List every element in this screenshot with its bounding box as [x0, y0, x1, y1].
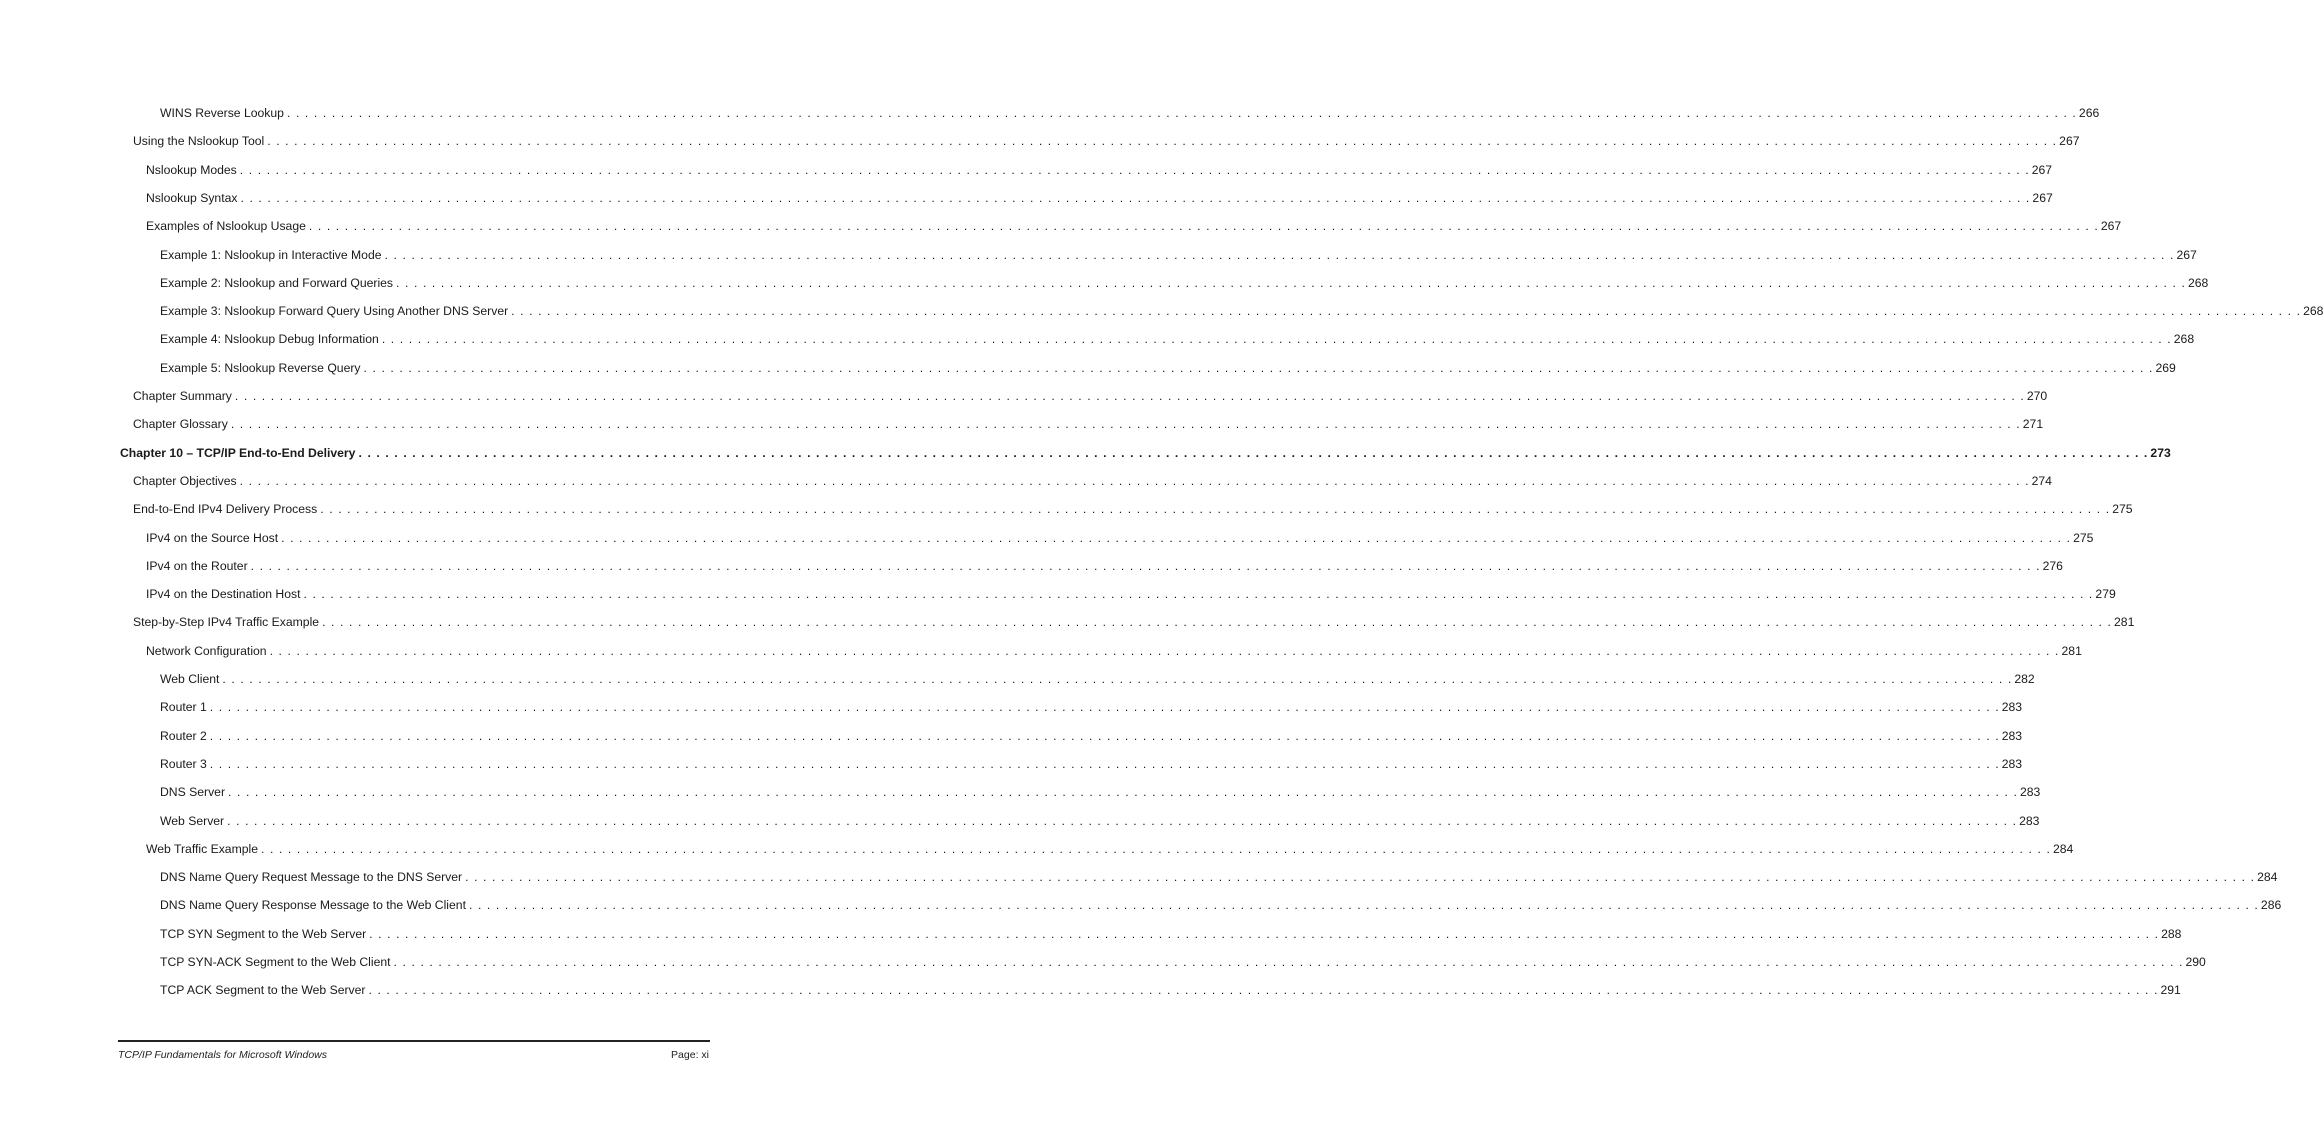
toc-entry[interactable]	[146, 641, 2082, 661]
toc-entry-title: Examples of Nslookup Usage	[146, 219, 306, 234]
toc-dot-leader: . . . . . . . . . . . . . . . . . . . . . . . . . . . . . . . . . . . . . . . . . . . . . . . . . . . . . . . . . . . . . . . . . . . . . . . . . . . . . . . . . . . . . . . . . . . . . . . . . . . . . . . . . . . . . . . . . . . . . . . . . . . . . . . . . . . . . . . . . . . . . . . . . . . . . . . . . . . . . . . . . . . . . . . . . . . . . . . . . . . . . . . . . . . . . . . . . . . . . . . .	[381, 332, 2172, 347]
toc-entry-title: TCP SYN-ACK Segment to the Web Client	[160, 955, 391, 969]
toc-entry-title: Nslookup Syntax	[146, 190, 238, 205]
toc-entry[interactable]	[160, 980, 2181, 1000]
toc-dot-leader: . . . . . . . . . . . . . . . . . . . . . . . . . . . . . . . . . . . . . . . . . . . . . . . . . . . . . . . . . . . . . . . . . . . . . . . . . . . . . . . . . . . . . . . . . . . . . . . . . . . . . . . . . . . . . . . . . . . . . . . . . . . . . . . . . . . . . . . . . . . . . . . . . . . . . . . . . . . . . . . . . . . . . . . . . . . . . . . . . . . . . . . . . . . . . . . . . . . . . . . .	[511, 304, 2302, 319]
toc-entry-page: 283	[2019, 785, 2041, 800]
toc-entry[interactable]	[160, 754, 2023, 774]
footer-book-title: TCP/IP Fundamentals for Microsoft Windows	[118, 1049, 328, 1061]
toc-entry[interactable]	[146, 216, 2122, 236]
toc-entry-title: DNS Name Query Request Message to the DNS Server	[160, 870, 463, 885]
toc-entry-title: DNS Name Query Response Message to the Web Client	[160, 898, 466, 913]
toc-entry-title: DNS Server	[160, 785, 226, 800]
toc-entry-page: 267	[2032, 190, 2053, 205]
toc-dot-leader: . . . . . . . . . . . . . . . . . . . . . . . . . . . . . . . . . . . . . . . . . . . . . . . . . . . . . . . . . . . . . . . . . . . . . . . . . . . . . . . . . . . . . . . . . . . . . . . . . . . . . . . . . . . . . . . . . . . . . . . . . . . . . . . . . . . . . . . . . . . . . . . . . . . . . . . . . . . . . . . . . . . . . . . . . . . . . . . . . . . . . . . . . . . . . . . . . . . . . . . .	[209, 728, 2000, 743]
toc-entry-title: IPv4 on the Source Host	[146, 530, 279, 545]
toc-entry-page: 283	[2019, 813, 2040, 828]
toc-dot-leader: . . . . . . . . . . . . . . . . . . . . . . . . . . . . . . . . . . . . . . . . . . . . . . . . . . . . . . . . . . . . . . . . . . . . . . . . . . . . . . . . . . . . . . . . . . . . . . . . . . . . . . . . . . . . . . . . . . . . . . . . . . . . . . . . . . . . . . . . . . . . . . . . . . . . . . . . . . . . . . . . . . . . . . . . . . . . . . . . . . . . . . . . . . . . . . . . . . . . . . . .	[250, 558, 2041, 573]
toc-entry-title: Chapter Objectives	[133, 473, 237, 488]
toc-dot-leader: . . . . . . . . . . . . . . . . . . . . . . . . . . . . . . . . . . . . . . . . . . . . . . . . . . . . . . . . . . . . . . . . . . . . . . . . . . . . . . . . . . . . . . . . . . . . . . . . . . . . . . . . . . . . . . . . . . . . . . . . . . . . . . . . . . . . . . . . . . . . . . . . . . . . . . . . . . . . . . . . . . . . . . . . . . . . . . . . . . . . . . . . . . . . . . . . . . . . . . . .	[369, 926, 2160, 941]
toc-entry-title: Example 1: Nslookup in Interactive Mode	[160, 247, 382, 262]
toc-entry-title: Router 3	[160, 756, 207, 771]
toc-entry[interactable]	[160, 245, 2197, 265]
toc-dot-leader: . . . . . . . . . . . . . . . . . . . . . . . . . . . . . . . . . . . . . . . . . . . . . . . . . . . . . . . . . . . . . . . . . . . . . . . . . . . . . . . . . . . . . . . . . . . . . . . . . . . . . . . . . . . . . . . . . . . . . . . . . . . . . . . . . . . . . . . . . . . . . . . . . . . . . . . . . . . . . . . . . . . . . . . . . . . . . . . . . . . . . . . . . . . . . . . . . . . . . . . .	[468, 898, 2259, 913]
toc-entry[interactable]	[146, 556, 2063, 576]
toc-entry[interactable]	[160, 697, 2023, 717]
toc-dot-leader: . . . . . . . . . . . . . . . . . . . . . . . . . . . . . . . . . . . . . . . . . . . . . . . . . . . . . . . . . . . . . . . . . . . . . . . . . . . . . . . . . . . . . . . . . . . . . . . . . . . . . . . . . . . . . . . . . . . . . . . . . . . . . . . . . . . . . . . . . . . . . . . . . . . . . . . . . . . . . . . . . . . . . . . . . . . . . . . . . . . . . . . . . . . . . . . . . . . . . . . .	[322, 615, 2113, 630]
toc-entry-page: 291	[2160, 983, 2181, 998]
toc-dot-leader: . . . . . . . . . . . . . . . . . . . . . . . . . . . . . . . . . . . . . . . . . . . . . . . . . . . . . . . . . . . . . . . . . . . . . . . . . . . . . . . . . . . . . . . . . . . . . . . . . . . . . . . . . . . . . . . . . . . . . . . . . . . . . . . . . . . . . . . . . . . . . . . . . . . . . . . . . . . . . . . . . . . . . . . . . . . . . . . . . . . . . . . . . . . . . . . . . . . . . . . .	[286, 106, 2077, 120]
toc-entry-page: 268	[2303, 304, 2323, 319]
toc-entry[interactable]	[160, 669, 2035, 689]
toc-entry-title: Chapter Summary	[133, 389, 232, 403]
toc-entry-page: 268	[2187, 275, 2209, 290]
toc-entry-title: IPv4 on the Router	[146, 558, 248, 573]
toc-dot-leader: . . . . . . . . . . . . . . . . . . . . . . . . . . . . . . . . . . . . . . . . . . . . . . . . . . . . . . . . . . . . . . . . . . . . . . . . . . . . . . . . . . . . . . . . . . . . . . . . . . . . . . . . . . . . . . . . . . . . . . . . . . . . . . . . . . . . . . . . . . . . . . . . . . . . . . . . . . . . . . . . . . . . . . . . . . . . . . . . . . . . . . . . . . . . . . . . . . . . . . . .	[303, 587, 2094, 602]
toc-entry[interactable]	[133, 471, 2052, 491]
footer-divider	[118, 1040, 710, 1042]
toc-dot-leader: . . . . . . . . . . . . . . . . . . . . . . . . . . . . . . . . . . . . . . . . . . . . . . . . . . . . . . . . . . . . . . . . . . . . . . . . . . . . . . . . . . . . . . . . . . . . . . . . . . . . . . . . . . . . . . . . . . . . . . . . . . . . . . . . . . . . . . . . . . . . . . . . . . . . . . . . . . . . . . . . . . . . . . . . . . . . . . . . . . . . . . . . . . . . . . . . . . . . . . . .	[393, 955, 2184, 969]
toc-dot-leader: . . . . . . . . . . . . . . . . . . . . . . . . . . . . . . . . . . . . . . . . . . . . . . . . . . . . . . . . . . . . . . . . . . . . . . . . . . . . . . . . . . . . . . . . . . . . . . . . . . . . . . . . . . . . . . . . . . . . . . . . . . . . . . . . . . . . . . . . . . . . . . . . . . . . . . . . . . . . . . . . . . . . . . . . . . . . . . . . . . . . . . . . . . . . . . . . . . . . . . . .	[269, 643, 2060, 658]
toc-entry-page: 271	[2022, 417, 2044, 432]
toc-dot-leader: . . . . . . . . . . . . . . . . . . . . . . . . . . . . . . . . . . . . . . . . . . . . . . . . . . . . . . . . . . . . . . . . . . . . . . . . . . . . . . . . . . . . . . . . . . . . . . . . . . . . . . . . . . . . . . . . . . . . . . . . . . . . . . . . . . . . . . . . . . . . . . . . . . . . . . . . . . . . . . . . . . . . . . . . . . . . . . . . . . . . . . . . . . . . . . . . . . . . . . . .	[239, 473, 2030, 488]
toc-entry-title: Example 4: Nslookup Debug Information	[160, 332, 379, 347]
toc-dot-leader: . . . . . . . . . . . . . . . . . . . . . . . . . . . . . . . . . . . . . . . . . . . . . . . . . . . . . . . . . . . . . . . . . . . . . . . . . . . . . . . . . . . . . . . . . . . . . . . . . . . . . . . . . . . . . . . . . . . . . . . . . . . . . . . . . . . . . . . . . . . . . . . . . . . . . . . . . . . . . . . . . . . . . . . . . . . . . . . . . . . . . . . . . . . . . . . . . . . . . . . .	[308, 219, 2099, 234]
toc-entry-page: 283	[2001, 728, 2023, 743]
toc-dot-leader: . . . . . . . . . . . . . . . . . . . . . . . . . . . . . . . . . . . . . . . . . . . . . . . . . . . . . . . . . . . . . . . . . . . . . . . . . . . . . . . . . . . . . . . . . . . . . . . . . . . . . . . . . . . . . . . . . . . . . . . . . . . . . . . . . . . . . . . . . . . . . . . . . . . . . . . . . . . . . . . . . . . . . . . . . . . . . . . . . . . . . . . . . . . . . . . . . . . . . . . .	[227, 813, 2018, 828]
toc-entry-title: WINS Reverse Lookup	[160, 106, 284, 120]
toc-entry[interactable]	[146, 188, 2053, 208]
toc-entry-page: 281	[2114, 615, 2135, 630]
toc-dot-leader: . . . . . . . . . . . . . . . . . . . . . . . . . . . . . . . . . . . . . . . . . . . . . . . . . . . . . . . . . . . . . . . . . . . . . . . . . . . . . . . . . . . . . . . . . . . . . . . . . . . . . . . . . . . . . . . . . . . . . . . . . . . . . . . . . . . . . . . . . . . . . . . . . . . . . . . . . . . . . . . . . . . . . . . . . . . . . . . . . . . . . . . . . . . . . . . . . . . . . . . .	[230, 417, 2021, 432]
toc-entry-page: 267	[2100, 219, 2122, 234]
toc-entry-page: 270	[2026, 389, 2048, 403]
toc-entry-page: 276	[2042, 558, 2063, 573]
toc-dot-leader: . . . . . . . . . . . . . . . . . . . . . . . . . . . . . . . . . . . . . . . . . . . . . . . . . . . . . . . . . . . . . . . . . . . . . . . . . . . . . . . . . . . . . . . . . . . . . . . . . . . . . . . . . . . . . . . . . . . . . . . . . . . . . . . . . . . . . . . . . . . . . . . . . . . . . . . . . . . . . . . . . . . . . . . . . . . . . . . . . . . . . . . . . . . . . . . . . . . . . . . .	[209, 756, 2000, 771]
toc-dot-leader: . . . . . . . . . . . . . . . . . . . . . . . . . . . . . . . . . . . . . . . . . . . . . . . . . . . . . . . . . . . . . . . . . . . . . . . . . . . . . . . . . . . . . . . . . . . . . . . . . . . . . . . . . . . . . . . . . . . . . . . . . . . . . . . . . . . . . . . . . . . . . . . . . . . . . . . . . . . . . . . . . . . . . . . . . . . . . . . . . . . . . . . . . . . . . . . . . . . . . . . .	[465, 870, 2256, 885]
toc-dot-leader: . . . . . . . . . . . . . . . . . . . . . . . . . . . . . . . . . . . . . . . . . . . . . . . . . . . . . . . . . . . . . . . . . . . . . . . . . . . . . . . . . . . . . . . . . . . . . . . . . . . . . . . . . . . . . . . . . . . . . . . . . . . . . . . . . . . . . . . . . . . . . . . . . . . . . . . . . . . . . . . . . . . . . . . . . . . . . . . . . . . . . . . . . . . . . . . . . . . . . . . .	[261, 841, 2051, 856]
toc-entry[interactable]	[160, 358, 2176, 378]
toc-entry[interactable]	[133, 386, 2048, 406]
toc-entry[interactable]	[160, 301, 2323, 321]
toc-entry-page: 266	[2078, 106, 2100, 120]
toc-dot-leader: . . . . . . . . . . . . . . . . . . . . . . . . . . . . . . . . . . . . . . . . . . . . . . . . . . . . . . . . . . . . . . . . . . . . . . . . . . . . . . . . . . . . . . . . . . . . . . . . . . . . . . . . . . . . . . . . . . . . . . . . . . . . . . . . . . . . . . . . . . . . . . . . . . . . . . . . . . . . . . . . . . . . . . . . . . . . . . . . . . . . . . . . . . . . . . . . . . . . . . . .	[228, 785, 2018, 800]
toc-entry-title: Router 2	[160, 728, 207, 743]
toc-entry-title: Router 1	[160, 700, 207, 715]
toc-entry-title: Chapter 10 – TCP/IP End-to-End Delivery	[120, 445, 356, 460]
toc-entry-title: IPv4 on the Destination Host	[146, 587, 301, 602]
toc-entry[interactable]	[160, 726, 2023, 746]
toc-entry[interactable]	[146, 528, 2094, 548]
toc-entry-page: 288	[2161, 926, 2182, 941]
toc-dot-leader: . . . . . . . . . . . . . . . . . . . . . . . . . . . . . . . . . . . . . . . . . . . . . . . . . . . . . . . . . . . . . . . . . . . . . . . . . . . . . . . . . . . . . . . . . . . . . . . . . . . . . . . . . . . . . . . . . . . . . . . . . . . . . . . . . . . . . . . . . . . . . . . . . . . . . . . . . . . . . . . . . . . . . . . . . . . . . . . . . . . . . . . . . . . . . . . . . . . . . . . .	[240, 190, 2031, 205]
toc-dot-leader: . . . . . . . . . . . . . . . . . . . . . . . . . . . . . . . . . . . . . . . . . . . . . . . . . . . . . . . . . . . . . . . . . . . . . . . . . . . . . . . . . . . . . . . . . . . . . . . . . . . . . . . . . . . . . . . . . . . . . . . . . . . . . . . . . . . . . . . . . . . . . . . . . . . . . . . . . . . . . . . . . . . . . . . . . . . . . . . . . . . . . . . . . . . . . . . . . . . . . . . .	[363, 360, 2154, 375]
toc-entry-title: TCP ACK Segment to the Web Server	[160, 983, 366, 998]
toc-entry-page: 274	[2031, 473, 2052, 488]
toc-dot-leader: . . . . . . . . . . . . . . . . . . . . . . . . . . . . . . . . . . . . . . . . . . . . . . . . . . . . . . . . . . . . . . . . . . . . . . . . . . . . . . . . . . . . . . . . . . . . . . . . . . . . . . . . . . . . . . . . . . . . . . . . . . . . . . . . . . . . . . . . . . . . . . . . . . . . . . . . . . . . . . . . . . . . . . . . . . . . . . . . . . . . . . . . . . . . . . . . . . . . . . . .	[239, 162, 2030, 177]
toc-entry-page: 279	[2095, 587, 2116, 602]
toc-entry[interactable]	[160, 782, 2041, 802]
toc-entry-page: 284	[2257, 870, 2278, 885]
toc-entry-title: Network Configuration	[146, 643, 267, 658]
toc-entry-page: 267	[2059, 134, 2080, 149]
toc-entry[interactable]	[160, 273, 2209, 293]
toc-dot-leader: . . . . . . . . . . . . . . . . . . . . . . . . . . . . . . . . . . . . . . . . . . . . . . . . . . . . . . . . . . . . . . . . . . . . . . . . . . . . . . . . . . . . . . . . . . . . . . . . . . . . . . . . . . . . . . . . . . . . . . . . . . . . . . . . . . . . . . . . . . . . . . . . . . . . . . . . . . . . . . . . . . . . . . . . . . . . . . . . . . . . . . . . . . . . . . . . . . . . . . . .	[209, 700, 2000, 715]
toc-entry-title: Web Traffic Example	[146, 841, 258, 856]
toc-entry-page: 290	[2185, 955, 2206, 969]
toc-dot-leader: . . . . . . . . . . . . . . . . . . . . . . . . . . . . . . . . . . . . . . . . . . . . . . . . . . . . . . . . . . . . . . . . . . . . . . . . . . . . . . . . . . . . . . . . . . . . . . . . . . . . . . . . . . . . . . . . . . . . . . . . . . . . . . . . . . . . . . . . . . . . . . . . . . . . . . . . . . . . . . . . . . . . . . . . . . . . . . . . . . . . . . . . . . . . . . . . . . . . . . . .	[368, 983, 2159, 998]
toc-entry-title: Using the Nslookup Tool	[133, 134, 265, 149]
toc-entry-page: 275	[2073, 530, 2094, 545]
toc-dot-leader: . . . . . . . . . . . . . . . . . . . . . . . . . . . . . . . . . . . . . . . . . . . . . . . . . . . . . . . . . . . . . . . . . . . . . . . . . . . . . . . . . . . . . . . . . . . . . . . . . . . . . . . . . . . . . . . . . . . . . . . . . . . . . . . . . . . . . . . . . . . . . . . . . . . . . . . . . . . . . . . . . . . . . . . . . . . . . . . . . . . . . . . . . . . . . . . . . . . . . . . .	[320, 502, 2111, 517]
toc-entry[interactable]	[160, 103, 2100, 123]
toc-entry[interactable]	[133, 612, 2135, 632]
toc-entry-title: Web Server	[160, 813, 225, 828]
toc-entry[interactable]	[133, 131, 2080, 151]
toc-entry-page: 275	[2112, 502, 2133, 517]
toc-entry-title: TCP SYN Segment to the Web Server	[160, 926, 367, 941]
toc-entry-page: 281	[2061, 643, 2082, 658]
toc-entry[interactable]	[133, 414, 2044, 434]
toc-entry-title: Example 2: Nslookup and Forward Queries	[160, 275, 394, 290]
toc-entry-page: 269	[2155, 360, 2176, 375]
toc-entry[interactable]	[146, 160, 2053, 180]
toc-entry-title: Chapter Glossary	[133, 417, 228, 432]
toc-entry-page: 267	[2176, 247, 2197, 262]
footer-page-number: Page: xi	[671, 1049, 709, 1061]
toc-entry[interactable]	[160, 952, 2206, 972]
toc-entry[interactable]	[160, 895, 2282, 915]
toc-dot-leader: . . . . . . . . . . . . . . . . . . . . . . . . . . . . . . . . . . . . . . . . . . . . . . . . . . . . . . . . . . . . . . . . . . . . . . . . . . . . . . . . . . . . . . . . . . . . . . . . . . . . . . . . . . . . . . . . . . . . . . . . . . . . . . . . . . . . . . . . . . . . . . . . . . . . . . . . . . . . . . . . . . . . . . . . . . . . . . . . . . . . . . . . . . . . . . . . . . . . . . . .	[222, 672, 2013, 686]
toc-entry-page: 268	[2173, 332, 2195, 347]
toc-entry[interactable]	[146, 839, 2074, 859]
toc-entry-page: 284	[2052, 841, 2074, 856]
toc-dot-leader: . . . . . . . . . . . . . . . . . . . . . . . . . . . . . . . . . . . . . . . . . . . . . . . . . . . . . . . . . . . . . . . . . . . . . . . . . . . . . . . . . . . . . . . . . . . . . . . . . . . . . . . . . . . . . . . . . . . . . . . . . . . . . . . . . . . . . . . . . . . . . . . . . . . . . . . . . . . . . . . . . . . . . . . . . . . . . . . . . . . . . . . . . . . . . . . . . . . . . . . .	[267, 134, 2058, 149]
toc-entry-title: Step-by-Step IPv4 Traffic Example	[133, 615, 320, 630]
toc-entry-page: 273	[2150, 445, 2171, 460]
toc-entry-page: 282	[2014, 672, 2035, 686]
toc-dot-leader: . . . . . . . . . . . . . . . . . . . . . . . . . . . . . . . . . . . . . . . . . . . . . . . . . . . . . . . . . . . . . . . . . . . . . . . . . . . . . . . . . . . . . . . . . . . . . . . . . . . . . . . . . . . . . . . . . . . . . . . . . . . . . . . . . . . . . . . . . . . . . . . . . . . . . . . . . . . . . . . . . . . . . . . . . . . . . . . . . . . . . . . . . . . . . . . . . . . . . . . .	[384, 247, 2175, 262]
toc-entry-title: Nslookup Modes	[146, 162, 237, 177]
toc-entry[interactable]	[160, 867, 2278, 887]
toc-entry-title: End-to-End IPv4 Delivery Process	[133, 502, 318, 517]
toc-entry[interactable]	[146, 584, 2116, 604]
toc-entry[interactable]	[133, 499, 2133, 519]
toc-entry-page: 283	[2001, 700, 2023, 715]
toc-entry-page: 283	[2001, 756, 2023, 771]
toc-entry[interactable]	[160, 329, 2195, 349]
toc-entry[interactable]	[120, 443, 2171, 463]
toc-entry-title: Web Client	[160, 672, 220, 686]
toc-dot-leader: . . . . . . . . . . . . . . . . . . . . . . . . . . . . . . . . . . . . . . . . . . . . . . . . . . . . . . . . . . . . . . . . . . . . . . . . . . . . . . . . . . . . . . . . . . . . . . . . . . . . . . . . . . . . . . . . . . . . . . . . . . . . . . . . . . . . . . . . . . . . . . . . . . . . . . . . . . . . . . . . . . . . . . . . . . . . . . . . . . . . . . . . . . . . . . . . . . . . . . . .	[281, 530, 2072, 545]
toc-entry-page: 267	[2031, 162, 2053, 177]
toc-dot-leader: . . . . . . . . . . . . . . . . . . . . . . . . . . . . . . . . . . . . . . . . . . . . . . . . . . . . . . . . . . . . . . . . . . . . . . . . . . . . . . . . . . . . . . . . . . . . . . . . . . . . . . . . . . . . . . . . . . . . . . . . . . . . . . . . . . . . . . . . . . . . . . . . . . . . . . . . . . . . . . . . . . . . . . . . . . . . . . . . . . . . . . . . . . . . . . . . . . . . . . . .	[396, 275, 2186, 290]
toc-entry[interactable]	[160, 924, 2182, 944]
toc-entry-title: Example 5: Nslookup Reverse Query	[160, 360, 361, 375]
toc-entry[interactable]	[160, 811, 2040, 831]
toc-entry-page: 286	[2260, 898, 2282, 913]
toc-entry-title: Example 3: Nslookup Forward Query Using Another DNS Server	[160, 304, 509, 319]
toc-dot-leader: . . . . . . . . . . . . . . . . . . . . . . . . . . . . . . . . . . . . . . . . . . . . . . . . . . . . . . . . . . . . . . . . . . . . . . . . . . . . . . . . . . . . . . . . . . . . . . . . . . . . . . . . . . . . . . . . . . . . . . . . . . . . . . . . . . . . . . . . . . . . . . . . . . . . . . . . . . . . . . . . . . . . . . . . . . . . . . . . . . . . . . . . . . . . . . . . . . . . . . . .	[358, 445, 2149, 460]
toc-dot-leader: . . . . . . . . . . . . . . . . . . . . . . . . . . . . . . . . . . . . . . . . . . . . . . . . . . . . . . . . . . . . . . . . . . . . . . . . . . . . . . . . . . . . . . . . . . . . . . . . . . . . . . . . . . . . . . . . . . . . . . . . . . . . . . . . . . . . . . . . . . . . . . . . . . . . . . . . . . . . . . . . . . . . . . . . . . . . . . . . . . . . . . . . . . . . . . . . . . . . . . . .	[234, 389, 2025, 403]
